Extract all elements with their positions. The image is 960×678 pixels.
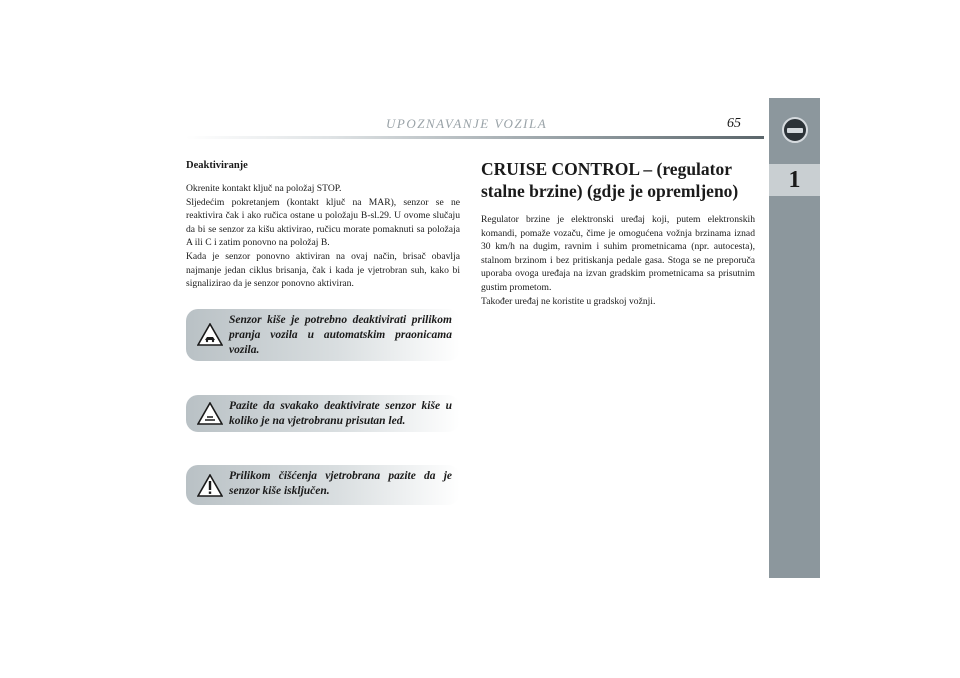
exclamation-warning-icon [197, 474, 223, 497]
header-divider [186, 136, 764, 139]
car-wash-warning-icon [197, 323, 223, 346]
warning-note-exclamation [186, 465, 460, 505]
warning-note-text: Senzor kiše je potrebno deaktivirati prilikom pranja vozila u automatskim praonicama vozila. [229, 314, 452, 357]
right-column [481, 158, 755, 308]
paragraph: Također uređaj ne koristite u gradskoj vožnji. [481, 295, 656, 307]
paragraph: Okrenite kontakt ključ na položaj STOP. [186, 183, 342, 194]
paragraph: Kada je senzor ponovno aktiviran na ovaj način, brisač obavlja najmanje jedan ciklus brisanja, čak i kada je vjetrobran suh, kako bi signalizirao da je senzor ponovno aktiviran. [186, 250, 460, 290]
ice-warning-icon [197, 402, 223, 425]
warning-note-text: Prilikom čišćenja vjetrobrana pazite da je senzor kiše isključen. [229, 470, 452, 498]
left-column [186, 160, 460, 291]
lancia-logo-icon [782, 117, 808, 143]
chapter-tab[interactable] [769, 164, 820, 196]
page-number: 65 [727, 116, 741, 131]
warning-note-car-wash [186, 309, 460, 361]
page-header-title: UPOZNAVANJE VOZILA [386, 116, 548, 131]
paragraph: Regulator brzine je elektronski uređaj koji, putem elektronskih komandi, pomaže vozaču, čime je omogućena vožnja brzinama iznad 30 km/h na dugim, ravnim i suhim prometnicama (npr. autocesta), stalnom brzinom i bez pritiskanja pedale gasa. Stoga se ne preporuča uporaba ovoga uređaja na izvan gradskim prometnicama sa prisutnim gustim prometom. [481, 214, 755, 293]
warning-note-text: Pazite da svakako deaktivirate senzor kiše u koliko je na vjetrobranu prisutan led. [229, 400, 452, 428]
warning-note-ice [186, 395, 460, 432]
section-heading-deactivation: Deaktiviranje [186, 160, 248, 171]
section-heading-cruise-control: CRUISE CONTROL – (regulator stalne brzine) (gdje je opremljeno) [481, 159, 739, 201]
paragraph: Sljedećim pokretanjem (kontakt ključ na MAR), senzor se ne reaktivira čak i ako ručica ostane u položaju B-sl.29. U ovome slučaju da bi se senzor za kišu aktivirao, ručicu morate pomaknuti sa položaja A ili C i zatim ponovno na položaj B. [186, 196, 460, 249]
chapter-number: 1 [788, 166, 801, 193]
